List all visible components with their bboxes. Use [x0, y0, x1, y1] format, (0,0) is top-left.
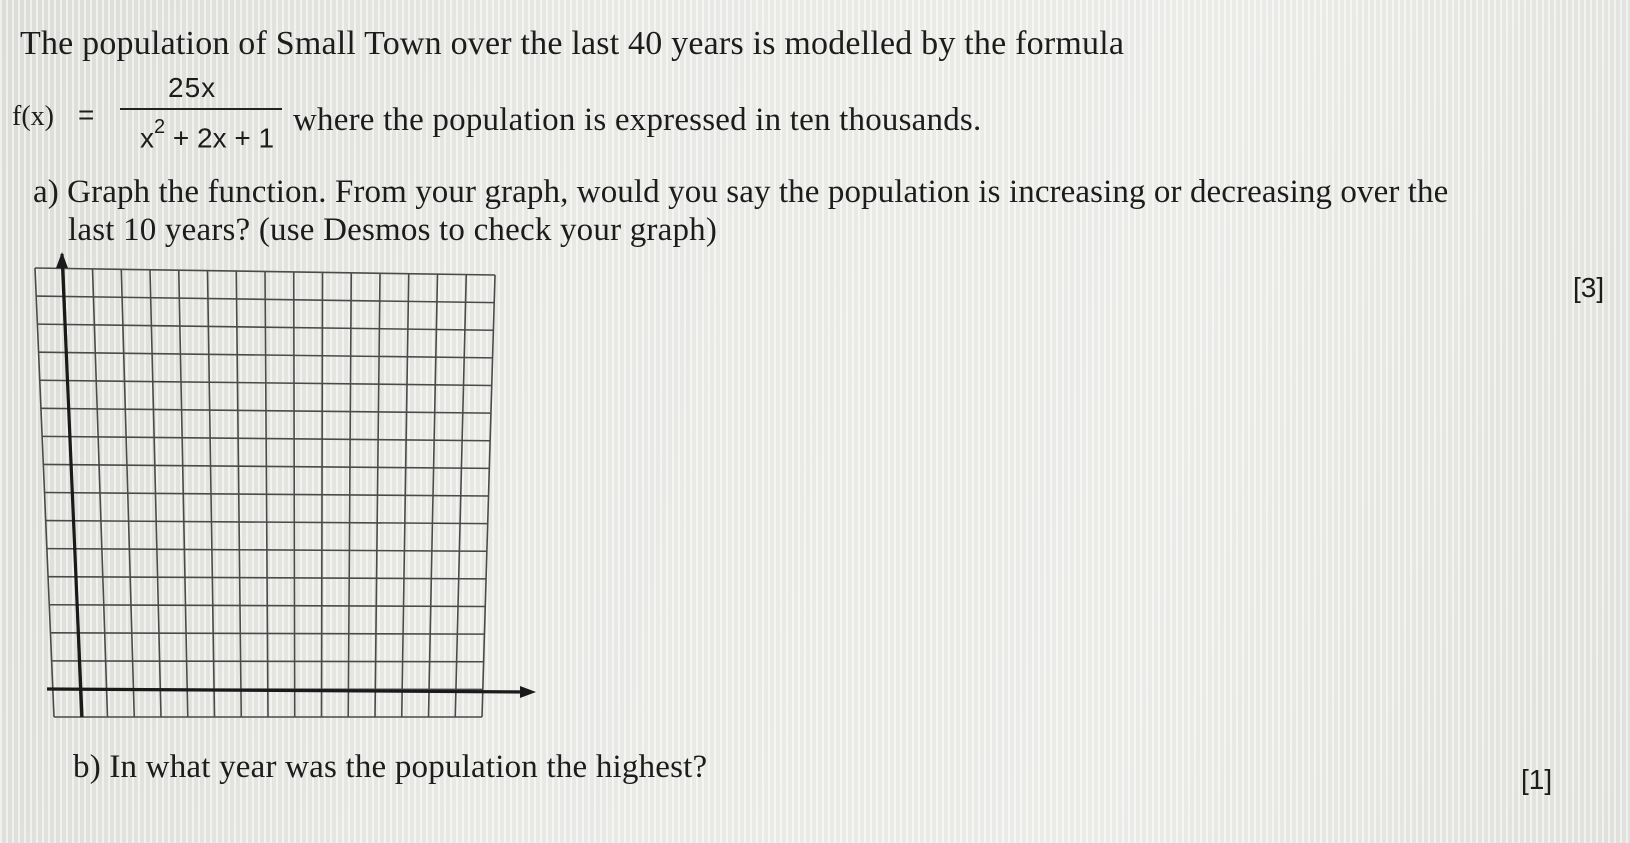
- part-a-line-2: last 10 years? (use Desmos to check your graph): [68, 212, 718, 248]
- formula-lhs: f(x): [12, 101, 54, 132]
- formula-equals: =: [78, 99, 95, 130]
- denominator-exponent: 2: [154, 116, 166, 138]
- grid-line-horizontal: [52, 661, 484, 662]
- part-b-marks: [1]: [1521, 764, 1553, 795]
- part-a-marks: [3]: [1573, 272, 1605, 303]
- grid-line-horizontal: [48, 577, 486, 579]
- x-axis-arrow-icon: [520, 686, 536, 698]
- part-b-question: b) In what year was the population the highest?: [73, 749, 708, 785]
- y-axis-arrow-icon: [56, 252, 68, 268]
- grid-line-horizontal: [50, 633, 484, 634]
- y-axis: [62, 254, 82, 717]
- denominator-base: x: [140, 122, 154, 154]
- question-intro-line-2: where the population is expressed in ten thousands.: [293, 102, 982, 138]
- denominator-rest: + 2x + 1: [165, 122, 275, 154]
- formula-numerator: 25x: [168, 72, 217, 103]
- grid-line-horizontal: [49, 605, 485, 607]
- part-a-line-1: a) Graph the function. From your graph, would you say the population is increasing or decreasing over the: [33, 174, 1449, 210]
- question-intro-line-1: The population of Small Town over the last 40 years is modelled by the formula: [20, 25, 1125, 62]
